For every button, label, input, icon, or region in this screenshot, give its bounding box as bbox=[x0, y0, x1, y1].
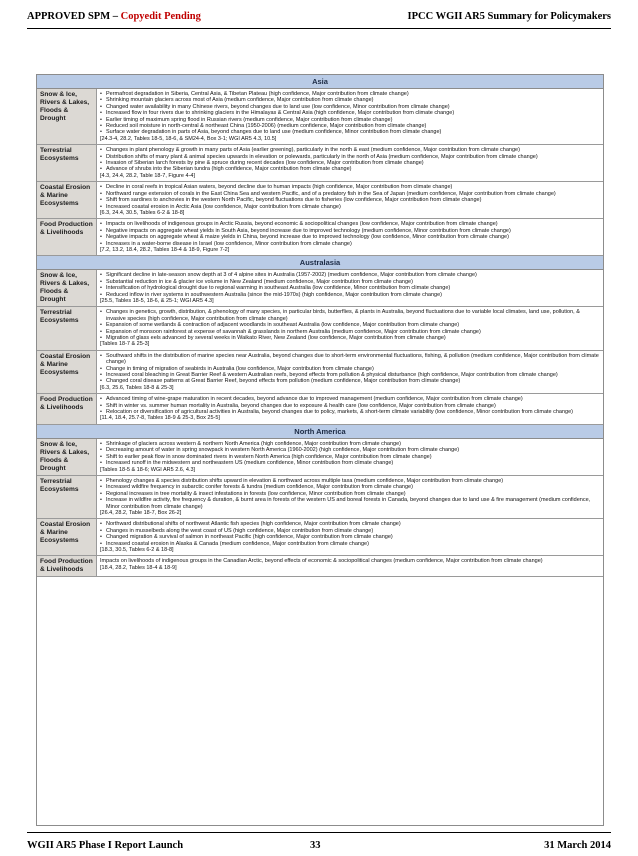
list-item-text: Increases in a water-borne disease in Israel (low confidence, Minor contribution from climate change) bbox=[106, 240, 352, 247]
list-item-text: Change in timing of migration of seabirds in Australia (low confidence, Major contribution from climate change) bbox=[106, 365, 374, 372]
category-cell: Coastal Erosion & Marine Ecosystems bbox=[37, 519, 97, 555]
list-item-text: Northward range extension of corals in the East China Sea and western Pacific, and of a predatory fish in the Sea of Japan (medium confidence, Major contribution from climate change) bbox=[106, 190, 556, 197]
reference-text: [18.3, 30.5, Tables 6-2 & 18-8] bbox=[100, 546, 174, 553]
reference-text: [24.3-4, 28.2, Tables 18-5, 18-6, & SM24-4, Box 3-1; WGI AR5 4.3, 10.5] bbox=[100, 135, 277, 142]
items-cell bbox=[97, 182, 603, 218]
list-item-text: Decreasing amount of water in spring snowpack in western North America (1960-2002) (high confidence, Major contribution from climate change) bbox=[106, 447, 460, 454]
footer-date: 31 March 2014 bbox=[544, 840, 611, 851]
list-item: • Shift in winter vs. summer human mortality in Australia, beyond changes due to exposure & health care (low confidence, Major contribution from climate change) bbox=[100, 403, 599, 409]
list-item-text: Increased coral bleaching in Great Barrier Reef & western Australian reefs, beyond effects from pollution & physical disturbance (high confidence, Major contribution from climate change) bbox=[106, 372, 558, 379]
list-item-text: Increased wildfire frequency in subarctic conifer forests & tundra (medium confidence, Major contribution from climate change) bbox=[106, 484, 413, 491]
header-rule bbox=[27, 28, 611, 29]
list-item: • Changed water availability in many Chinese rivers, beyond changes due to land use (low confidence, Minor contribution from climate change) bbox=[100, 104, 599, 110]
list-item-text: Earlier timing of maximum spring flood in Russian rivers (medium confidence, Major contribution from climate change) bbox=[106, 116, 393, 123]
footer-left: WGII AR5 Phase I Report Launch bbox=[27, 840, 184, 851]
items-cell bbox=[97, 270, 603, 306]
list-item-text: Shift from sardines to anchovies in the western North Pacific, beyond fluctuations due to fisheries (low confidence, Major contribution from climate change) bbox=[106, 197, 482, 204]
list-item-text: Changed coral disease patterns at Great Barrier Reef, beyond effects from pollution (medium confidence, Major contribution from climate change) bbox=[106, 378, 461, 385]
list-item: • Changes in musselbeds along the west coast of US (high confidence, Major contribution from climate change) bbox=[100, 528, 599, 534]
list-item-text: Shrinkage of glaciers across western & northern North America (high confidence, Major contribution from climate change) bbox=[106, 440, 401, 447]
reference-text: [Tables 18-5 & 18-6; WGI AR5 2.6, 4.3] bbox=[100, 466, 196, 473]
list-item: • Changed coral disease patterns at Great Barrier Reef, beyond effects from pollution (medium confidence, Major contribution from climate change) bbox=[100, 378, 599, 384]
list-item: • Phenology changes & species distribution shifts upward in elevation & northward across multiple taxa (medium confidence, Major contribution from climate change) bbox=[100, 478, 599, 484]
list-item: • Increased coastal erosion in Alaska & Canada (medium confidence, Major contribution from climate change) bbox=[100, 541, 599, 547]
table-row bbox=[37, 182, 603, 219]
category-cell: Snow & Ice, Rivers & Lakes, Floods & Drought bbox=[37, 89, 97, 144]
category-cell: Snow & Ice, Rivers & Lakes, Floods & Drought bbox=[37, 270, 97, 306]
list-item-text: Expansion of some wetlands & contraction of adjacent woodlands in southeast Australia (low confidence, Major contribution from climate change) bbox=[106, 322, 460, 329]
list-item: • Advanced timing of wine-grape maturation in recent decades, beyond advance due to improved management (medium confidence, Major contribution from climate change) bbox=[100, 396, 599, 402]
list-item-text: Shift to earlier peak flow in snow dominated rivers in western North America (high confidence, Major contribution from climate change) bbox=[106, 453, 432, 460]
items-cell bbox=[97, 89, 603, 144]
list-item: • Decline in coral reefs in tropical Asian waters, beyond decline due to human impacts (high confidence, Major contribution from climate change) bbox=[100, 184, 599, 190]
region-header-north-america: North America bbox=[37, 425, 603, 439]
items-cell bbox=[97, 145, 603, 181]
page-header bbox=[27, 11, 611, 27]
table-row bbox=[37, 219, 603, 256]
category-cell: Coastal Erosion & Marine Ecosystems bbox=[37, 182, 97, 218]
list-item-text: Shrinking mountain glaciers across most of Asia (medium confidence, Major contribution from climate change) bbox=[106, 97, 374, 104]
table-row bbox=[37, 439, 603, 476]
list-item: • Increased runoff in the midwestern and northeastern US (medium confidence, Minor contribution from climate change) bbox=[100, 460, 599, 466]
header-copyedit-status: Copyedit Pending bbox=[120, 11, 201, 22]
list-item: • Intensification of hydrological drought due to regional warming in southeast Australia (low confidence, Minor contribution from climate change) bbox=[100, 285, 599, 291]
list-item: • Negative impacts on aggregate wheat yields in South Asia, beyond increase due to improved technology (medium confidence, Minor contribution from climate change) bbox=[100, 228, 599, 234]
table-row bbox=[37, 89, 603, 145]
list-item-text: Distribution shifts of many plant & animal species upwards in elevation or polewards, particularly in the north of Asia (medium confidence, Major contribution from climate change) bbox=[106, 153, 538, 160]
list-item: • Southward shifts in the distribution of marine species near Australia, beyond changes due to short-term environmental fluctuations, fishing, & pollution (medium confidence, Major contribution from climate change) bbox=[100, 352, 599, 366]
list-item-text: Changed water availability in many Chinese rivers, beyond changes due to land use (low confidence, Minor contribution from climate change) bbox=[106, 103, 450, 110]
list-item-text: Shift in winter vs. summer human mortality in Australia, beyond changes due to exposure & health care (low confidence, Major contribution from climate change) bbox=[106, 402, 496, 409]
list-item-text: Southward shifts in the distribution of marine species near Australia, beyond changes due to short-term environmental fluctuations, fishing, & pollution (medium confidence, Major contribution from climate change) bbox=[106, 352, 599, 366]
header-left bbox=[27, 11, 201, 22]
list-item-text: Reduced inflow in river systems in southwestern Australia (since the mid-1970s) (high confidence, Major contribution from climate change) bbox=[106, 291, 442, 298]
list-item: • Changes in plant phenology & growth in many parts of Asia (earlier greening), particularly in the north & east (medium confidence, Major contribution from climate change) bbox=[100, 147, 599, 153]
list-item-text: Reduced soil moisture in north-central & northeast China (1950-2006) (medium confidence, Major contribution from climate change) bbox=[106, 123, 427, 130]
list-item: • Regional increases in tree mortality & insect infestations in forests (low confidence, Minor contribution from climate change) bbox=[100, 491, 599, 497]
list-item: • Distribution shifts of many plant & animal species upwards in elevation or polewards, particularly in the north of Asia (medium confidence, Major contribution from climate change) bbox=[100, 154, 599, 160]
list-item-text: Increase in wildfire activity, fire frequency & duration, & burnt area in forests of the western US and boreal forests in Canada, beyond changes due to land use & fire management (medium confidence, Minor contribution from climate change) bbox=[106, 497, 591, 510]
table-row bbox=[37, 307, 603, 350]
header-approval-status: APPROVED SPM – bbox=[27, 11, 121, 22]
list-item: • Shift to earlier peak flow in snow dominated rivers in western North America (high confidence, Major contribution from climate change) bbox=[100, 454, 599, 460]
plain-item-text: Impacts on livelihoods of indigenous groups in the Canadian Arctic, beyond effects of economic & sociopolitical changes (medium confidence, Major contribution from climate change) bbox=[100, 558, 543, 565]
reference-text: [4.3, 24.4, 28.2, Table 18-7, Figure 4-4] bbox=[100, 172, 195, 179]
list-item: • Significant decline in late-season snow depth at 3 of 4 alpine sites in Australia (1957-2002) (medium confidence, Major contribution from climate change) bbox=[100, 272, 599, 278]
impacts-table bbox=[36, 74, 604, 826]
reference-text: [7.2, 13.2, 18.4, 28.2, Tables 18-4 & 18-9, Figure 7-2] bbox=[100, 246, 230, 253]
list-item-text: Advance of shrubs into the Siberian tundra (high confidence, Major contribution from climate change) bbox=[106, 166, 352, 173]
items-cell bbox=[97, 219, 603, 255]
header-right: IPCC WGII AR5 Summary for Policymakers bbox=[407, 11, 611, 22]
list-item-text: Relocation or diversification of agricultural activities in Australia, beyond changes due to policy, markets, & short-term climate variability (low confidence, Minor contribution from climate change) bbox=[106, 409, 573, 416]
list-item: • Northward range extension of corals in the East China Sea and western Pacific, and of a predatory fish in the Sea of Japan (medium confidence, Major contribution from climate change) bbox=[100, 191, 599, 197]
list-item: • Invasion of Siberian larch forests by pine & spruce during recent decades (low confidence, Major contribution from climate change) bbox=[100, 160, 599, 166]
list-item: • Changed migration & survival of salmon in northeast Pacific (high confidence, Major contribution from climate change) bbox=[100, 534, 599, 540]
table-row bbox=[37, 476, 603, 519]
list-item-text: Advanced timing of wine-grape maturation in recent decades, beyond advance due to improved management (medium confidence, Major contribution from climate change) bbox=[106, 396, 523, 403]
list-item-text: Negative impacts on aggregate wheat & maize yields in China, beyond increase due to improved technology (low confidence, Minor contribution from climate change) bbox=[106, 234, 509, 241]
list-item: • Shrinking mountain glaciers across most of Asia (medium confidence, Major contribution from climate change) bbox=[100, 97, 599, 103]
list-item-text: Northward distributional shifts of northwest Atlantic fish species (high confidence, Major contribution from climate change) bbox=[106, 521, 401, 528]
list-item: • Shrinkage of glaciers across western & northern North America (high confidence, Major contribution from climate change) bbox=[100, 441, 599, 447]
list-item-text: Decline in coral reefs in tropical Asian waters, beyond decline due to human impacts (high confidence, Major contribution from climate change) bbox=[106, 184, 453, 191]
list-item-text: Significant decline in late-season snow depth at 3 of 4 alpine sites in Australia (1957-2002) (medium confidence, Major contribution from climate change) bbox=[106, 272, 477, 279]
category-cell: Food Production & Livelihoods bbox=[37, 556, 97, 576]
list-item-text: Permafrost degradation in Siberia, Central Asia, & Tibetan Plateau (high confidence, Major contribution from climate change) bbox=[106, 91, 409, 97]
list-item: • Reduced inflow in river systems in southwestern Australia (since the mid-1970s) (high confidence, Major contribution from climate change) bbox=[100, 292, 599, 298]
table-row bbox=[37, 394, 603, 425]
list-item-text: Changes in genetics, growth, distribution, & phenology of many species, in particular birds, butterflies, & plants in Australia, beyond fluctuations due to variable local climates, land use, pollution, & invasive species (high confidence, Major contribution from climate change) bbox=[106, 309, 580, 322]
items-cell bbox=[97, 307, 603, 349]
list-item: • Advance of shrubs into the Siberian tundra (high confidence, Major contribution from climate change) bbox=[100, 166, 599, 172]
items-cell bbox=[97, 394, 603, 424]
list-item-text: Negative impacts on aggregate wheat yields in South Asia, beyond increase due to improved technology (medium confidence, Minor contribution from climate change) bbox=[106, 227, 511, 234]
list-item: • Shift from sardines to anchovies in the western North Pacific, beyond fluctuations due to fisheries (low confidence, Major contribution from climate change) bbox=[100, 197, 599, 203]
list-item-text: Changed migration & survival of salmon in northeast Pacific (high confidence, Major contribution from climate change) bbox=[106, 534, 393, 541]
list-item: • Decreasing amount of water in spring snowpack in western North America (1960-2002) (high confidence, Major contribution from climate change) bbox=[100, 447, 599, 453]
category-cell: Food Production & Livelihoods bbox=[37, 394, 97, 424]
items-cell bbox=[97, 519, 603, 555]
category-cell: Coastal Erosion & Marine Ecosystems bbox=[37, 351, 97, 393]
list-item: • Surface water degradation in parts of Asia, beyond changes due to land use (medium confidence, Minor contribution from climate change) bbox=[100, 129, 599, 135]
list-item: • Permafrost degradation in Siberia, Central Asia, & Tibetan Plateau (high confidence, Major contribution from climate change) bbox=[100, 91, 599, 97]
list-item: • Increased wildfire frequency in subarctic conifer forests & tundra (medium confidence, Major contribution from climate change) bbox=[100, 484, 599, 490]
list-item-text: Substantial reduction in ice & glacier ice volume in New Zealand (medium confidence, Major contribution from climate change) bbox=[106, 278, 413, 285]
page-number: 33 bbox=[310, 840, 321, 851]
category-cell: Terrestrial Ecosystems bbox=[37, 145, 97, 181]
list-item-text: Invasion of Siberian larch forests by pine & spruce during recent decades (low confidence, Major contribution from climate change) bbox=[106, 160, 424, 167]
region-header-australasia: Australasia bbox=[37, 256, 603, 270]
reference-text: [6.3, 24.4, 30.5, Tables 6-2 & 18-8] bbox=[100, 209, 185, 216]
category-cell: Terrestrial Ecosystems bbox=[37, 476, 97, 518]
items-cell bbox=[97, 439, 603, 475]
list-item-text: Increased runoff in the midwestern and northeastern US (medium confidence, Minor contribution from climate change) bbox=[106, 460, 394, 467]
list-item-text: Impacts on livelihoods of indigenous groups in Arctic Russia, beyond economic & sociopolitical changes (low confidence, Major contribution from climate change) bbox=[106, 221, 498, 228]
items-cell bbox=[97, 556, 603, 576]
table-row bbox=[37, 270, 603, 307]
list-item: • Increase in wildfire activity, fire frequency & duration, & burnt area in forests of the western US and boreal forests in Canada, beyond changes due to land use & fire management (medium confidence, Minor contribution from climate change) bbox=[100, 497, 599, 510]
list-item-text: Regional increases in tree mortality & insect infestations in forests (low confidence, Minor contribution from climate change) bbox=[106, 490, 406, 497]
region-header-asia: Asia bbox=[37, 75, 603, 89]
list-item: • Expansion of monsoon rainforest at expense of savannah & grasslands in northern Australia (medium confidence, Major contribution from climate change) bbox=[100, 329, 599, 335]
list-item-text: Increased coastal erosion in Alaska & Canada (medium confidence, Major contribution from climate change) bbox=[106, 540, 369, 547]
items-cell bbox=[97, 351, 603, 393]
list-item: • Relocation or diversification of agricultural activities in Australia, beyond changes due to policy, markets, & short-term climate variability (low confidence, Minor contribution from climate change) bbox=[100, 409, 599, 415]
page-footer bbox=[27, 840, 611, 856]
list-item: • Increased coral bleaching in Great Barrier Reef & western Australian reefs, beyond effects from pollution & physical disturbance (high confidence, Major contribution from climate change) bbox=[100, 372, 599, 378]
list-item: • Increased coastal erosion in Arctic Asia (low confidence, Major contribution from climate change) bbox=[100, 204, 599, 210]
list-item: • Negative impacts on aggregate wheat & maize yields in China, beyond increase due to improved technology (low confidence, Minor contribution from climate change) bbox=[100, 234, 599, 240]
list-item: • Increases in a water-borne disease in Israel (low confidence, Minor contribution from climate change) bbox=[100, 241, 599, 247]
table-row bbox=[37, 556, 603, 577]
list-item: • Substantial reduction in ice & glacier ice volume in New Zealand (medium confidence, Major contribution from climate change) bbox=[100, 279, 599, 285]
list-item: • Change in timing of migration of seabirds in Australia (low confidence, Major contribution from climate change) bbox=[100, 366, 599, 372]
list-item: • Northward distributional shifts of northwest Atlantic fish species (high confidence, Major contribution from climate change) bbox=[100, 521, 599, 527]
items-cell bbox=[97, 476, 603, 518]
reference-text: [Tables 18-7 & 25-3] bbox=[100, 341, 150, 348]
list-item-text: Expansion of monsoon rainforest at expense of savannah & grasslands in northern Australia (medium confidence, Major contribution from climate change) bbox=[106, 328, 481, 335]
list-item-text: Phenology changes & species distribution shifts upward in elevation & northward across multiple taxa (medium confidence, Major contribution from climate change) bbox=[106, 477, 504, 484]
table-row bbox=[37, 351, 603, 394]
list-item-text: Increased flow in four rivers due to shrinking glaciers in the Himalayas & Central Asia (high confidence, Major contribution from climate change) bbox=[106, 110, 455, 117]
category-cell: Food Production & Livelihoods bbox=[37, 219, 97, 255]
reference-text: [26.4, 28.2, Table 18-7, Box 26-2] bbox=[100, 509, 182, 516]
footer-rule bbox=[27, 832, 611, 833]
list-item-text: Changes in musselbeds along the west coast of US (high confidence, Major contribution from climate change) bbox=[106, 527, 374, 534]
list-item: • Increased flow in four rivers due to shrinking glaciers in the Himalayas & Central Asia (high confidence, Major contribution from climate change) bbox=[100, 110, 599, 116]
list-item-text: Migration of glass eels advanced by several weeks in Waikato River, New Zealand (low confidence, Major contribution from climate change) bbox=[106, 335, 446, 341]
reference-text: [6.3, 25.6, Tables 18-8 & 25-3] bbox=[100, 384, 174, 391]
list-item-text: Intensification of hydrological drought due to regional warming in southeast Australia (low confidence, Minor contribution from climate change) bbox=[106, 285, 451, 292]
category-cell: Snow & Ice, Rivers & Lakes, Floods & Drought bbox=[37, 439, 97, 475]
table-row bbox=[37, 519, 603, 556]
list-item-text: Surface water degradation in parts of Asia, beyond changes due to land use (medium confidence, Minor contribution from climate change) bbox=[106, 129, 442, 136]
list-item-text: Increased coastal erosion in Arctic Asia (low confidence, Major contribution from climate change) bbox=[106, 203, 341, 210]
list-item: • Earlier timing of maximum spring flood in Russian rivers (medium confidence, Major contribution from climate change) bbox=[100, 117, 599, 123]
table-row bbox=[37, 145, 603, 182]
reference-text: [18.4, 28.2, Tables 18-4 & 18-9] bbox=[100, 564, 177, 571]
list-item: • Changes in genetics, growth, distribution, & phenology of many species, in particular birds, butterflies, & plants in Australia, beyond fluctuations due to variable local climates, land use, pollution, & invasive species (high confidence, Major contribution from climate change) bbox=[100, 309, 599, 322]
list-item-text: Changes in plant phenology & growth in many parts of Asia (earlier greening), particularly in the north & east (medium confidence, Major contribution from climate change) bbox=[106, 147, 520, 154]
list-item: • Expansion of some wetlands & contraction of adjacent woodlands in southeast Australia (low confidence, Major contribution from climate change) bbox=[100, 322, 599, 328]
reference-text: [11.4, 18.4, 25.7-8, Tables 18-9 & 25-3, Box 25-5] bbox=[100, 415, 220, 422]
list-item: • Migration of glass eels advanced by several weeks in Waikato River, New Zealand (low confidence, Major contribution from climate change) bbox=[100, 335, 599, 341]
list-item: • Reduced soil moisture in north-central & northeast China (1950-2006) (medium confidence, Major contribution from climate change) bbox=[100, 123, 599, 129]
reference-text: [25.5, Tables 18-5, 18-6, & 25-1; WGI AR5 4.3] bbox=[100, 297, 214, 304]
category-cell: Terrestrial Ecosystems bbox=[37, 307, 97, 349]
list-item: • Impacts on livelihoods of indigenous groups in Arctic Russia, beyond economic & sociopolitical changes (low confidence, Major contribution from climate change) bbox=[100, 221, 599, 227]
